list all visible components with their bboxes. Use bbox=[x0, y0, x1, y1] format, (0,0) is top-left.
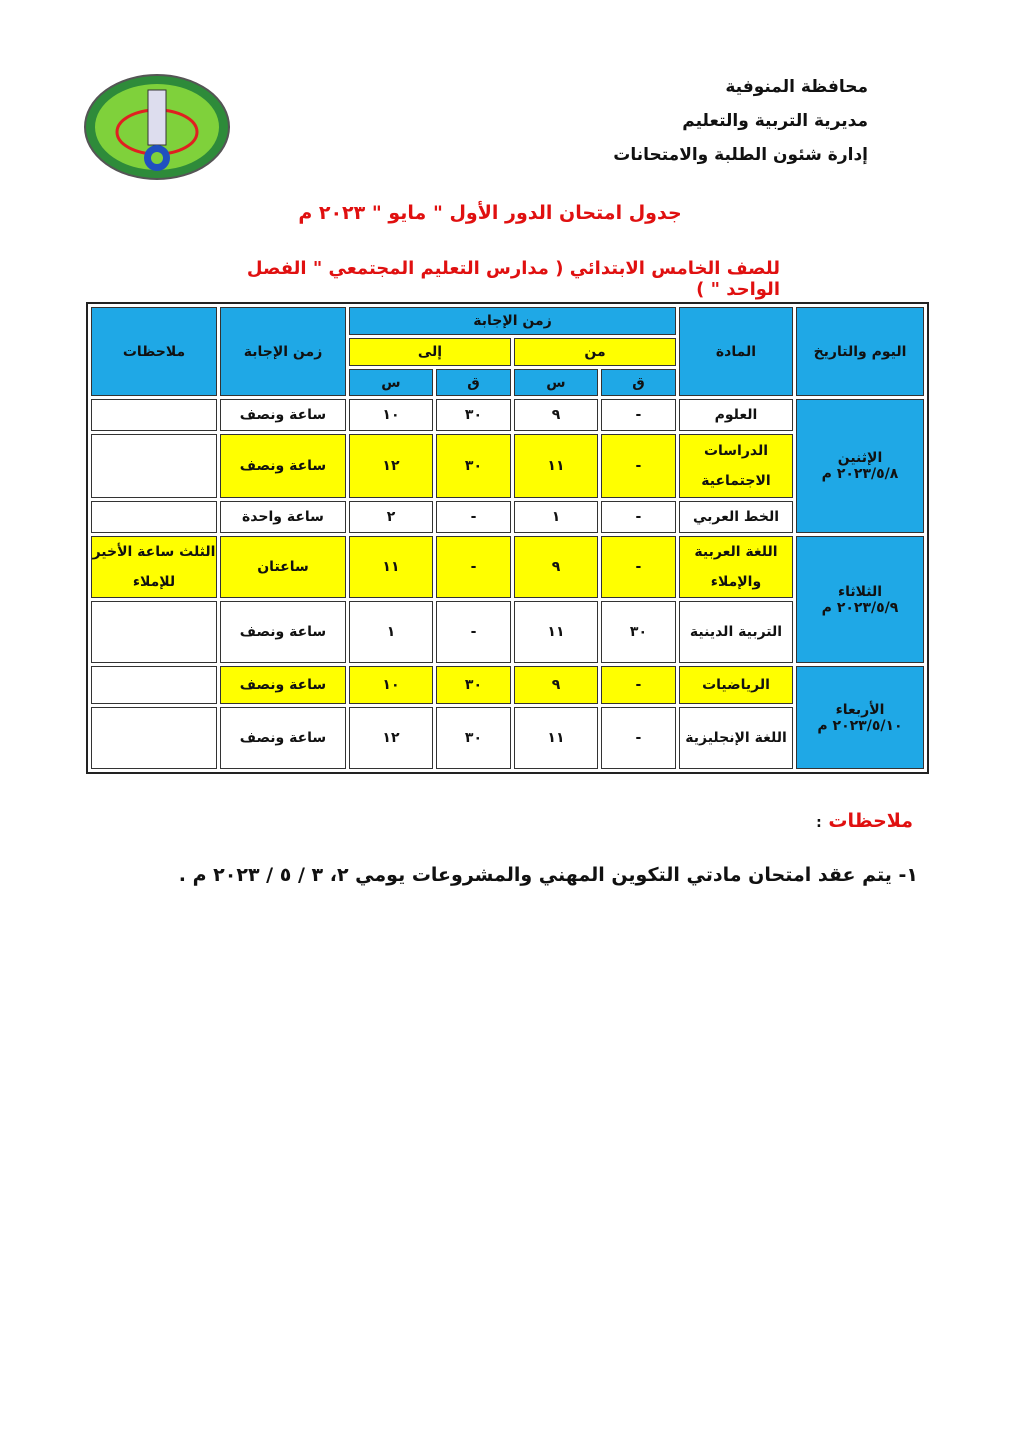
cell-from-m: - bbox=[601, 536, 676, 598]
cell-notes bbox=[91, 707, 217, 769]
table-row bbox=[91, 399, 924, 431]
day-date: ٢٠٢٣/٥/٨ م bbox=[821, 466, 899, 482]
note-item: ١- يتم عقد امتحان مادتي التكوين المهني والمشروعات يومي ٢، ٣ / ٥ / ٢٠٢٣ م . bbox=[178, 864, 918, 886]
cell-to-h: ١١ bbox=[349, 536, 433, 598]
cell-notes bbox=[91, 501, 217, 533]
cell-to-m: ٣٠ bbox=[436, 434, 511, 498]
cell-from-h: ١١ bbox=[514, 434, 598, 498]
table-row bbox=[91, 536, 924, 598]
cell-duration: ساعة ونصف bbox=[220, 666, 346, 704]
cell-from-h: ١١ bbox=[514, 707, 598, 769]
table-row bbox=[91, 666, 924, 704]
header-day-date: اليوم والتاريخ bbox=[796, 307, 924, 396]
cell-notes bbox=[91, 434, 217, 498]
notes-heading bbox=[816, 810, 913, 832]
cell-to-m: ٣٠ bbox=[436, 707, 511, 769]
letterhead bbox=[613, 70, 868, 172]
notes-heading-text: ملاحظات bbox=[828, 810, 913, 832]
header-time-group: زمن الإجابة bbox=[349, 307, 676, 335]
cell-duration: ساعة ونصف bbox=[220, 399, 346, 431]
exam-schedule-table bbox=[86, 302, 929, 774]
header-to-hour: س bbox=[349, 369, 433, 396]
cell-duration: ساعة ونصف bbox=[220, 434, 346, 498]
cell-notes bbox=[91, 601, 217, 663]
day-cell bbox=[796, 536, 924, 663]
directorate: مديرية التربية والتعليم bbox=[682, 111, 868, 131]
cell-subject: اللغة العربية والإملاء bbox=[679, 536, 793, 598]
cell-duration: ساعة واحدة bbox=[220, 501, 346, 533]
cell-to-m: - bbox=[436, 536, 511, 598]
directorate-logo bbox=[82, 70, 232, 185]
cell-from-m: ٣٠ bbox=[601, 601, 676, 663]
document-subtitle: للصف الخامس الابتدائي ( مدارس التعليم المجتمعي " الفصل الواحد " ) bbox=[246, 258, 780, 300]
day-date: ٢٠٢٣/٥/١٠ م bbox=[817, 717, 903, 734]
header-from: من bbox=[514, 338, 676, 366]
header-notes: ملاحظات bbox=[91, 307, 217, 396]
day-date: ٢٠٢٣/٥/٩ م bbox=[821, 599, 899, 616]
cell-to-m: ٣٠ bbox=[436, 666, 511, 704]
cell-subject: الدراسات الاجتماعية bbox=[679, 434, 793, 498]
cell-to-h: ٢ bbox=[349, 501, 433, 533]
cell-notes bbox=[91, 399, 217, 431]
governorate: محافظة المنوفية bbox=[725, 77, 868, 97]
cell-subject: التربية الدينية bbox=[679, 601, 793, 663]
cell-to-m: - bbox=[436, 501, 511, 533]
day-name: الثلاثاء bbox=[837, 583, 883, 600]
cell-to-h: ١٢ bbox=[349, 434, 433, 498]
cell-subject: الخط العربي bbox=[679, 501, 793, 533]
notes-colon: : bbox=[816, 815, 822, 831]
cell-duration: ساعة ونصف bbox=[220, 707, 346, 769]
cell-notes bbox=[91, 666, 217, 704]
cell-subject: اللغة الإنجليزية bbox=[679, 707, 793, 769]
department: إدارة شئون الطلبة والامتحانات bbox=[613, 145, 868, 165]
cell-to-h: ١٢ bbox=[349, 707, 433, 769]
cell-to-m: - bbox=[436, 601, 511, 663]
day-cell bbox=[796, 399, 924, 533]
cell-from-h: ١١ bbox=[514, 601, 598, 663]
header-to-minute: ق bbox=[436, 369, 511, 396]
header-duration: زمن الإجابة bbox=[220, 307, 346, 396]
cell-from-m: - bbox=[601, 666, 676, 704]
cell-from-m: - bbox=[601, 434, 676, 498]
day-cell bbox=[796, 666, 924, 769]
cell-from-h: ٩ bbox=[514, 666, 598, 704]
header-from-hour: س bbox=[514, 369, 598, 396]
cell-from-m: - bbox=[601, 501, 676, 533]
header-subject: المادة bbox=[679, 307, 793, 396]
cell-from-h: ٩ bbox=[514, 399, 598, 431]
day-name: الإثنين bbox=[837, 450, 883, 466]
cell-duration: ساعتان bbox=[220, 536, 346, 598]
day-name: الأربعاء bbox=[835, 701, 885, 718]
cell-notes: الثلث ساعة الأخير للإملاء bbox=[91, 536, 217, 598]
cell-subject: الرياضيات bbox=[679, 666, 793, 704]
header-to: إلى bbox=[349, 338, 511, 366]
header-from-minute: ق bbox=[601, 369, 676, 396]
cell-from-h: ٩ bbox=[514, 536, 598, 598]
cell-to-h: ١٠ bbox=[349, 666, 433, 704]
cell-subject: العلوم bbox=[679, 399, 793, 431]
cell-to-h: ١ bbox=[349, 601, 433, 663]
cell-duration: ساعة ونصف bbox=[220, 601, 346, 663]
cell-from-h: ١ bbox=[514, 501, 598, 533]
cell-to-m: ٣٠ bbox=[436, 399, 511, 431]
cell-from-m: - bbox=[601, 399, 676, 431]
document-title: جدول امتحان الدور الأول " مايو " ٢٠٢٣ م bbox=[298, 202, 682, 224]
cell-to-h: ١٠ bbox=[349, 399, 433, 431]
cell-from-m: - bbox=[601, 707, 676, 769]
